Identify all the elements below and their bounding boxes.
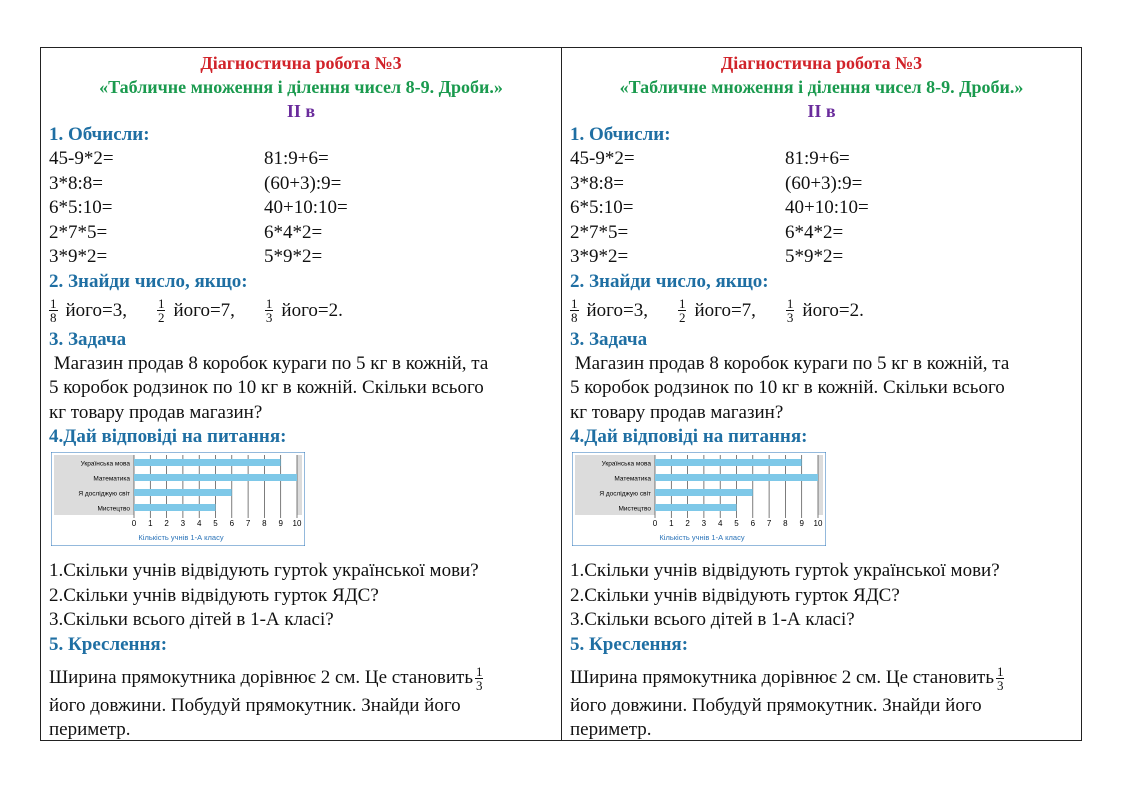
expression-row	[570, 245, 1073, 270]
worksheet-table	[40, 47, 1082, 741]
variant-label: ІІ в	[286, 101, 316, 121]
chart-bar	[655, 459, 802, 466]
expression-left: 45-9*2=	[49, 148, 114, 169]
question: 3.Скільки всього дітей в 1-А класі?	[49, 609, 334, 630]
bar-chart	[51, 452, 305, 546]
task3-line: Магазин продав 8 коробок кураги по 5 кг в кожній, та	[49, 352, 489, 374]
expression-left: 45-9*2=	[570, 148, 635, 169]
expression-left: 6*5:10=	[49, 197, 113, 218]
chart-bar	[655, 504, 737, 511]
task5-line: Ширина прямокутника дорівнює 2 см. Це становить $\frac{1}{3}$	[570, 663, 1004, 693]
fraction-item: $\frac{1}{3}$ його=2.	[265, 296, 343, 325]
fraction-item: $\frac{1}{2}$ його=7,	[157, 296, 235, 325]
chart-x-axis-label: Кількість учнів 1-А класу	[138, 533, 224, 542]
chart-tick-label: 0	[131, 519, 137, 528]
fraction-item: $\frac{1}{2}$ його=7,	[678, 296, 756, 325]
expression-right: 81:9+6=	[264, 148, 329, 169]
fraction-item: $\frac{1}{8}$ його=3,	[571, 296, 648, 325]
expression-right: (60+3):9=	[785, 172, 863, 194]
chart-tick-label: 5	[213, 519, 218, 528]
chart-bar	[134, 459, 281, 466]
question: 1.Скільки учнів відвідують гуртok української мови?	[570, 560, 1000, 581]
expression-row	[570, 196, 1073, 221]
expression-right: 5*9*2=	[264, 246, 323, 267]
expression-row	[570, 147, 1073, 172]
task5-heading: 5. Креслення:	[570, 633, 689, 655]
task3-line: 5 коробок родзинок по 10 кг в кожній. Скільки всього	[570, 377, 1005, 398]
fraction: $\frac{1}{8}$	[50, 296, 57, 325]
chart-category-label: Мистецтво	[618, 505, 651, 513]
question: 3.Скільки всього дітей в 1-А класі?	[570, 609, 855, 630]
fraction: $\frac{1}{3}$	[996, 663, 1004, 693]
task5-line: Ширина прямокутника дорівнює 2 см. Це становить $\frac{1}{3}$	[49, 663, 483, 693]
chart-bar	[655, 474, 818, 481]
chart-category-label: Математика	[93, 475, 130, 483]
chart-tick-label: 6	[750, 519, 756, 528]
task3-line: кг товару продав магазин?	[49, 401, 263, 423]
chart-bar	[134, 504, 216, 511]
task4-heading: 4.Дай відповіді на питання:	[570, 426, 808, 447]
work-title: Діагностична робота №3	[720, 53, 923, 73]
chart-tick-label: 2	[685, 519, 690, 528]
variant-label: ІІ в	[807, 101, 836, 121]
task2-heading: 2. Знайди число, якщо:	[49, 270, 248, 292]
chart-tick-label: 7	[766, 519, 772, 528]
task2-heading: 2. Знайди число, якщо:	[570, 270, 769, 292]
question: 2.Скільки учнів відвідують гурток ЯДС?	[49, 584, 379, 606]
fraction-item: $\frac{1}{3}$ його=2.	[786, 296, 864, 325]
chart-tick-label: 4	[717, 519, 723, 528]
chart-category-label: Українська мова	[601, 460, 651, 468]
chart-tick-label: 0	[652, 519, 658, 528]
task2-fractions	[49, 294, 553, 328]
expression-left: 3*8:8=	[570, 172, 624, 194]
task3-heading: 3. Задача	[570, 328, 648, 350]
fraction: $\frac{1}{3}$	[475, 663, 483, 693]
task5-line: його довжини. Побудуй прямокутник. Знайди його	[570, 694, 982, 716]
task3-heading: 3. Задача	[49, 328, 127, 350]
expression-left: 2*7*5=	[570, 221, 629, 243]
task5-line: його довжини. Побудуй прямокутник. Знайди його	[49, 694, 461, 716]
expression-right: 81:9+6=	[785, 148, 850, 169]
expression-right: 6*4*2=	[785, 221, 844, 243]
chart-tick-label: 9	[278, 519, 283, 528]
task4-heading: 4.Дай відповіді на питання:	[49, 426, 287, 447]
chart-x-axis-label: Кількість учнів 1-А класу	[659, 533, 745, 542]
task5-line: периметр.	[570, 719, 652, 740]
expression-row	[49, 221, 553, 246]
fraction-item: $\frac{1}{8}$ його=3,	[50, 296, 127, 325]
expression-right: 40+10:10=	[264, 197, 348, 218]
chart-tick-label: 3	[180, 519, 186, 528]
task5-line: периметр.	[49, 719, 131, 740]
chart-tick-label: 3	[701, 519, 707, 528]
expression-left: 3*9*2=	[49, 246, 108, 267]
expression-row	[49, 196, 553, 221]
work-subtitle: «Табличне множення і ділення чисел 8-9. Дроби.»	[619, 77, 1024, 97]
task1-heading: 1. Обчисли:	[570, 124, 671, 145]
chart-tick-label: 1	[669, 519, 674, 528]
task3-line: кг товару продав магазин?	[570, 401, 784, 423]
expression-row	[570, 172, 1073, 197]
task1-expressions	[49, 147, 553, 270]
chart-category-label: Я досліджую світ	[599, 490, 651, 498]
expression-row	[49, 172, 553, 197]
chart-tick-label: 7	[245, 519, 251, 528]
chart-bar	[134, 489, 232, 496]
expression-right: 6*4*2=	[264, 221, 323, 243]
chart-tick-label: 8	[783, 519, 788, 528]
fraction: $\frac{1}{8}$	[571, 296, 578, 325]
chart-tick-label: 2	[164, 519, 169, 528]
task2-fractions	[570, 294, 1073, 328]
task3-line: 5 коробок родзинок по 10 кг в кожній. Скільки всього	[49, 377, 484, 398]
fraction: $\frac{1}{3}$	[786, 296, 794, 325]
chart-tick-label: 4	[196, 519, 202, 528]
work-subtitle: «Табличне множення і ділення чисел 8-9. Дроби.»	[99, 77, 503, 97]
variant-column-right	[561, 48, 1081, 740]
variant-column-left	[41, 48, 561, 740]
question: 2.Скільки учнів відвідують гурток ЯДС?	[570, 584, 900, 606]
question: 1.Скільки учнів відвідують гуртok української мови?	[49, 560, 479, 581]
expression-left: 6*5:10=	[570, 197, 634, 218]
task3-line: Магазин продав 8 коробок кураги по 5 кг в кожній, та	[570, 352, 1010, 374]
chart-tick-label: 10	[813, 519, 823, 528]
expression-row	[49, 245, 553, 270]
chart-tick-label: 6	[229, 519, 235, 528]
work-title: Діагностична робота №3	[200, 53, 402, 73]
bar-chart	[572, 452, 826, 546]
task5-heading: 5. Креслення:	[49, 633, 168, 655]
chart-tick-label: 8	[262, 519, 267, 528]
chart-tick-label: 5	[734, 519, 739, 528]
expression-left: 3*8:8=	[49, 172, 103, 194]
chart-tick-label: 1	[148, 519, 153, 528]
chart-category-label: Математика	[614, 475, 651, 483]
expression-left: 2*7*5=	[49, 221, 108, 243]
task1-expressions	[570, 147, 1073, 270]
chart-category-label: Українська мова	[80, 460, 130, 468]
task1-heading: 1. Обчисли:	[49, 124, 150, 145]
expression-row	[570, 221, 1073, 246]
expression-row	[49, 147, 553, 172]
chart-bar	[655, 489, 753, 496]
expression-right: 40+10:10=	[785, 197, 869, 218]
fraction: $\frac{1}{2}$	[678, 296, 686, 325]
expression-left: 3*9*2=	[570, 246, 629, 267]
fraction: $\frac{1}{3}$	[265, 296, 273, 325]
expression-right: (60+3):9=	[264, 172, 342, 194]
chart-tick-label: 9	[799, 519, 804, 528]
expression-right: 5*9*2=	[785, 246, 844, 267]
chart-category-label: Мистецтво	[97, 505, 130, 513]
chart-category-label: Я досліджую світ	[78, 490, 130, 498]
chart-tick-label: 10	[292, 519, 302, 528]
chart-bar	[134, 474, 297, 481]
fraction: $\frac{1}{2}$	[157, 296, 165, 325]
